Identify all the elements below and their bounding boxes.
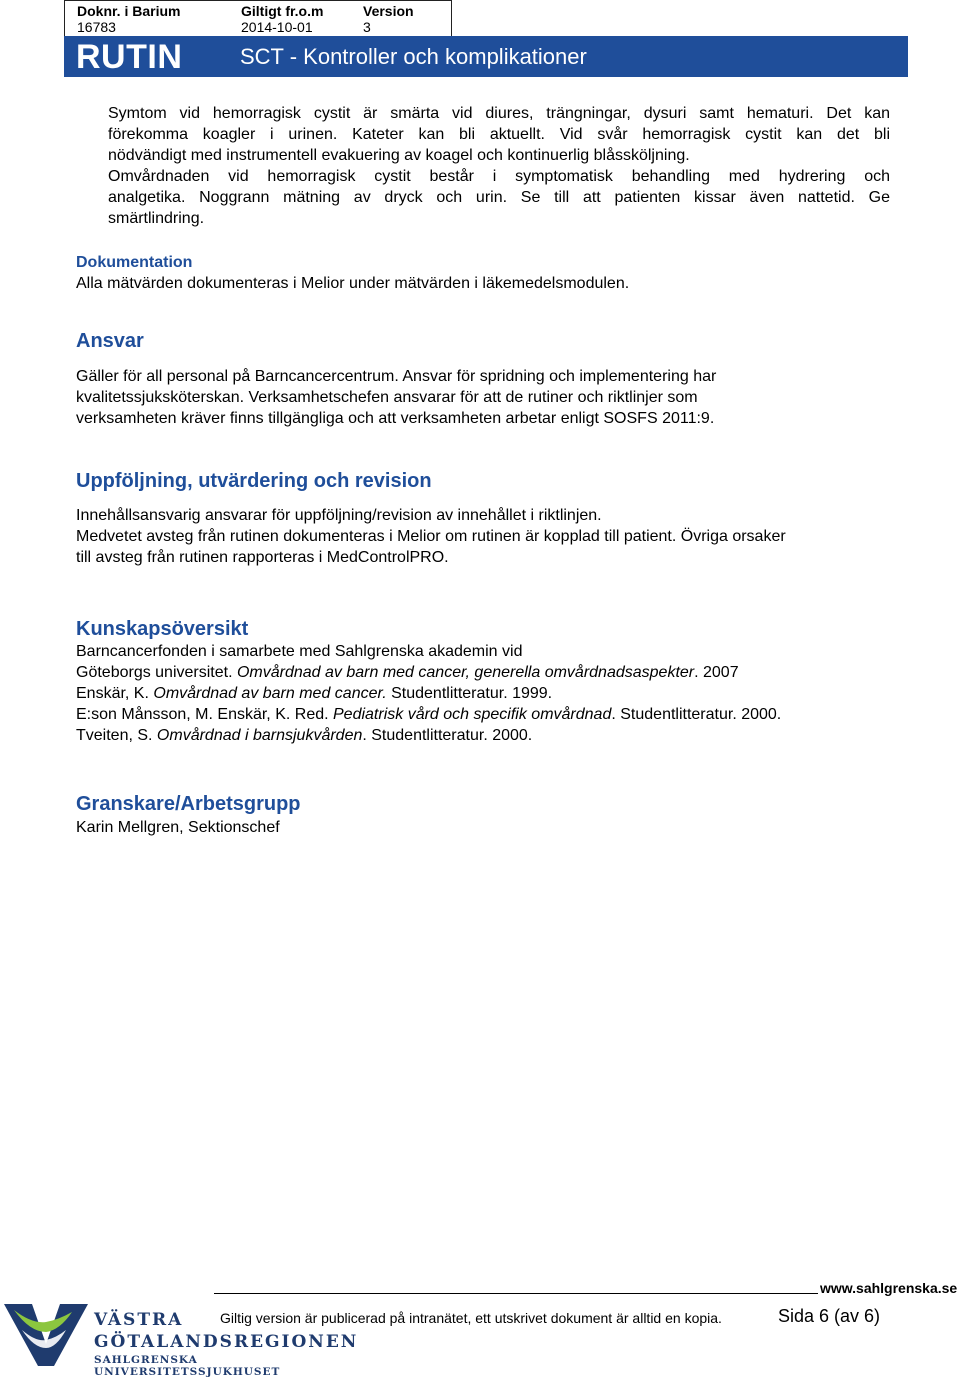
footer-website: www.sahlgrenska.se: [820, 1280, 958, 1296]
reference-text: . Studentlitteratur. 2000.: [362, 727, 533, 744]
document-type: RUTIN: [76, 38, 183, 76]
page-number: Sida 6 (av 6): [778, 1306, 881, 1326]
ansvar-line: Gäller för all personal på Barncancercentrum. Ansvar för spridning och implementering har: [76, 368, 717, 385]
document-title: SCT - Kontroller och komplikationer: [240, 44, 587, 69]
footer-divider: [214, 1293, 818, 1294]
ansvar-line: verksamheten kräver finns tillgängliga och att verksamheten arbetar enligt SOSFS 2011:9.: [76, 410, 715, 427]
reference-text: E:son Månsson, M. Enskär, K. Red.: [76, 706, 333, 723]
intro-line: analgetika. Noggrann mätning av dryck och urin. Se till att patienten kissar även nattetid. Ge: [108, 189, 890, 206]
reference-line: [76, 725, 896, 746]
uppfoljning-line: till avsteg från rutinen rapporteras i MedControlPRO.: [76, 549, 449, 566]
uppfoljning-line: Innehållsansvarig ansvarar för uppföljning/revision av innehållet i riktlinjen.: [76, 507, 602, 524]
footer-validity-note: Giltig version är publicerad på intranätet, ett utskrivet dokument är alltid en kopia.: [220, 1310, 722, 1326]
reference-title: Omvårdnad i barnsjukvården: [156, 727, 363, 744]
dokumentation-section: [76, 252, 896, 294]
logo-line-2: GÖTALANDSREGIONEN: [94, 1332, 359, 1352]
reference-line: [76, 683, 896, 704]
reference-text: Göteborgs universitet.: [76, 664, 237, 681]
vgr-logo: [2, 1300, 362, 1378]
doknr-label: Doknr. i Barium: [77, 3, 181, 19]
reference-text: Tveiten, S.: [76, 727, 157, 744]
intro-line: Symtom vid hemorragisk cystit är smärta vid diures, trängningar, dysuri samt hematuri. Det kan: [108, 105, 890, 122]
reference-line: Barncancerfonden i samarbete med Sahlgrenska akademin vid: [76, 643, 523, 660]
reference-line: [76, 662, 896, 683]
reference-title: Omvårdnad av barn med cancer, generella omvårdnadsaspekter: [236, 664, 695, 681]
giltigt-label: Giltigt fr.o.m: [241, 3, 324, 19]
intro-line: förekomma koagler i urinen. Kateter kan bli aktuellt. Vid svår hemorragisk cystit kan det bli: [108, 126, 890, 143]
intro-line: nödvändigt med instrumentell evakuering av koagel och kontinuerlig blåssköljning.: [108, 147, 690, 164]
uppfoljning-line: Medvetet avsteg från rutinen dokumenteras i Melior om rutinen är kopplad till patient. Övriga orsaker: [76, 528, 786, 545]
reference-line: [76, 704, 896, 725]
reference-title: Omvårdnad av barn med cancer.: [153, 685, 387, 702]
reference-text: . Studentlitteratur. 2000.: [611, 706, 782, 723]
reference-text: Enskär, K.: [76, 685, 154, 702]
giltigt-value: 2014-10-01: [241, 19, 313, 35]
uppfoljning-heading: Uppföljning, utvärdering och revision: [76, 470, 432, 492]
giltigt-cell: [241, 3, 323, 35]
document-meta-box: [64, 0, 452, 37]
dokumentation-text: Alla mätvärden dokumenteras i Melior under mätvärden i läkemedelsmodulen.: [76, 275, 630, 292]
ansvar-line: kvalitetssjuksköterskan. Verksamhetschefen ansvarar för att de rutiner och riktlinjer som: [76, 389, 698, 406]
doknr-value: 16783: [77, 19, 116, 35]
reference-title: Pediatrisk vård och specifik omvårdnad: [333, 706, 612, 723]
ansvar-heading: Ansvar: [76, 330, 144, 352]
logo-line-3: SAHLGRENSKA UNIVERSITETSSJUKHUSET: [94, 1354, 281, 1378]
intro-line: Omvårdnaden vid hemorragisk cystit består i symptomatisk behandling med hydrering och: [108, 168, 890, 185]
version-cell: [363, 3, 414, 35]
intro-paragraph: [108, 103, 890, 229]
granskare-text: Karin Mellgren, Sektionschef: [76, 819, 280, 836]
kunskap-references: [76, 641, 896, 746]
vgr-emblem-icon: [2, 1300, 92, 1370]
version-label: Version: [363, 3, 414, 19]
ansvar-paragraph: [76, 366, 896, 429]
intro-line: smärtlindring.: [108, 210, 205, 227]
version-value: 3: [363, 19, 371, 35]
logo-line-1: VÄSTRA: [94, 1310, 184, 1330]
reference-text: . 2007: [694, 664, 739, 681]
title-band: [64, 36, 908, 77]
dokumentation-heading: Dokumentation: [76, 254, 193, 271]
granskare-heading: Granskare/Arbetsgrupp: [76, 793, 301, 815]
reference-text: Studentlitteratur. 1999.: [386, 685, 553, 702]
kunskap-heading: Kunskapsöversikt: [76, 618, 249, 640]
uppfoljning-paragraph: [76, 505, 896, 568]
doknr-cell: [77, 3, 180, 35]
